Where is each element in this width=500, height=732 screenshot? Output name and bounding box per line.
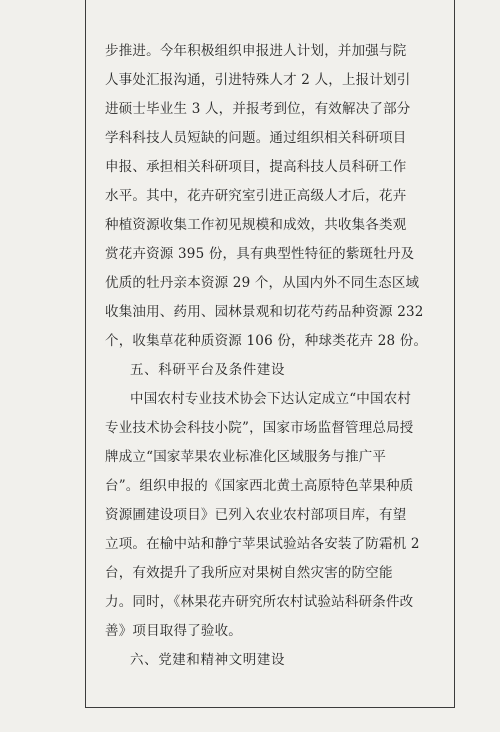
text-line: 立项。在榆中站和静宁苹果试验站各安装了防霜机 2: [105, 536, 420, 552]
text-line: 力。同时，《林果花卉研究所农村试验站科研条件改: [105, 594, 414, 610]
section-heading: 六、党建和精神文明建设: [130, 652, 286, 668]
text-line: 中国农村专业技术协会下达认定成立“中国农村: [130, 391, 412, 407]
text-line: 个，收集草花种质资源 106 份，种球类花卉 28 份。: [105, 333, 428, 349]
text-line: 人事处汇报沟通，引进特殊人才 2 人，上报计划引: [105, 72, 411, 88]
text-line: 资源圃建设项目》已列入农业农村部项目库，有望: [105, 507, 407, 523]
text-line: 步推进。今年积极组织申报进人计划，并加强与院: [105, 43, 407, 59]
text-line: 进硕士毕业生 3 人，并报考到位，有效解决了部分: [105, 101, 411, 117]
text-line: 牌成立“国家苹果农业标准化区域服务与推广平: [105, 449, 387, 465]
section-heading: 五、科研平台及条件建设: [130, 362, 286, 378]
text-line: 台，有效提升了我所应对果树自然灾害的防空能: [105, 565, 393, 581]
text-line: 善》项目取得了验收。: [105, 623, 242, 639]
text-line: 申报、承担相关科研项目，提高科技人员科研工作: [105, 159, 407, 175]
text-line: 种植资源收集工作初见规模和成效，共收集各类观: [105, 217, 407, 233]
text-line: 学科科技人员短缺的问题。通过组织相关科研项目: [105, 130, 407, 146]
text-line: 台”。组织申报的《国家西北黄土高原特色苹果种质: [105, 478, 414, 494]
text-line: 水平。其中，花卉研究室引进正高级人才后，花卉: [105, 188, 407, 204]
text-line: 收集油用、药用、园林景观和切花芍药品种资源 232: [105, 304, 424, 320]
text-line: 专业技术协会科技小院”，国家市场监督管理总局授: [105, 420, 414, 436]
text-line: 优质的牡丹亲本资源 29 个，从国内外不同生态区域: [105, 275, 420, 291]
text-line: 赏花卉资源 395 份，具有典型性特征的紫斑牡丹及: [105, 246, 415, 262]
